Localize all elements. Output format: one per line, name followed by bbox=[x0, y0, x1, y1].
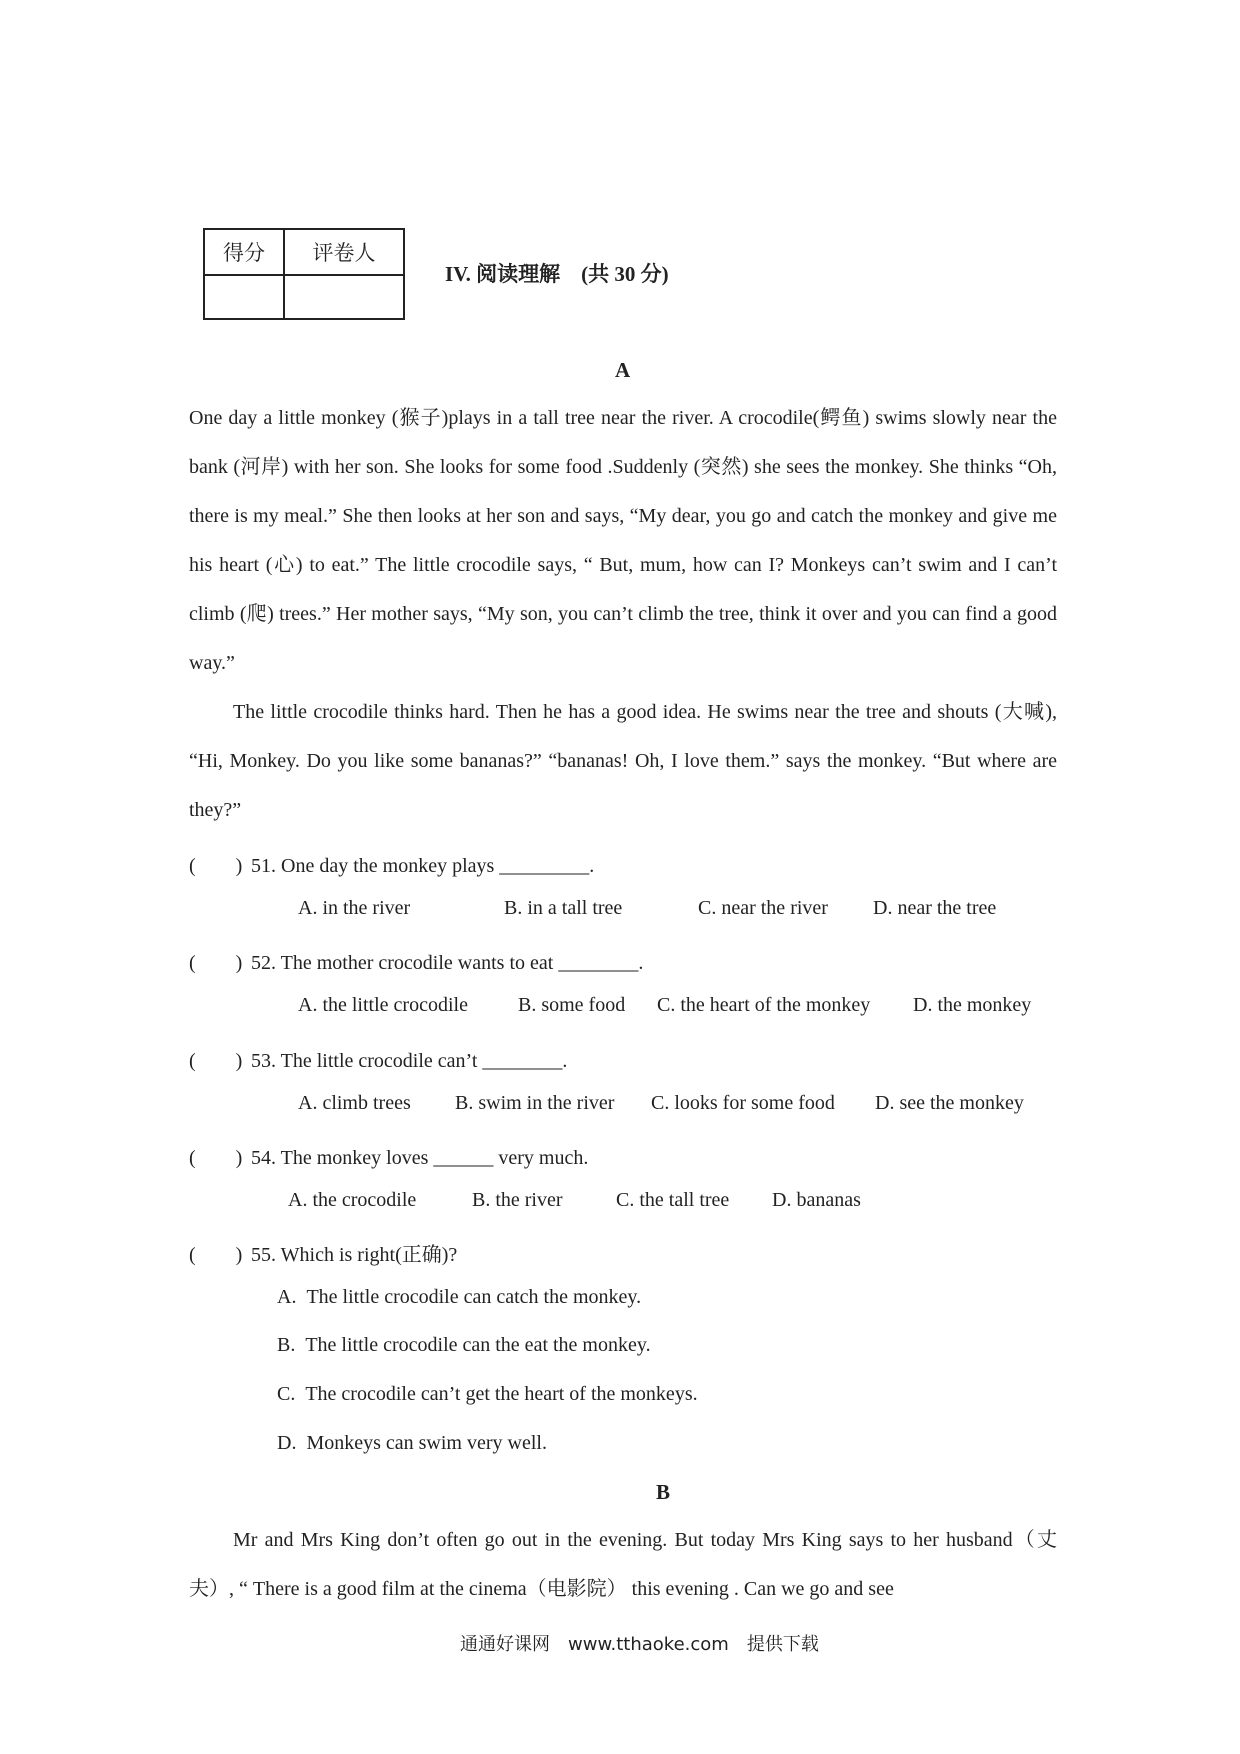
option-c[interactable]: C. the heart of the monkey bbox=[657, 994, 871, 1016]
section-title: IV. 阅读理解 (共 30 分) bbox=[445, 262, 669, 286]
options-53 bbox=[298, 1092, 1024, 1115]
passage-a bbox=[189, 394, 1057, 835]
option-d[interactable]: D. see the monkey bbox=[875, 1092, 1024, 1114]
score-header: 得分 bbox=[204, 229, 284, 275]
passage-a-label: A bbox=[615, 358, 631, 382]
option-a[interactable]: A. The little crocodile can catch the monkey. bbox=[277, 1286, 642, 1308]
answer-blank[interactable]: ( ) bbox=[189, 1244, 243, 1266]
options-51 bbox=[298, 897, 996, 920]
score-table bbox=[203, 228, 405, 320]
passage-b-paragraph-1: Mr and Mrs King don’t often go out in the evening. But today Mrs King says to her husband（丈夫）, “ There is a good film at the cinema（电影院） this evening . Can we go and see bbox=[189, 1529, 1057, 1600]
score-cell[interactable] bbox=[204, 275, 284, 319]
question-text: 55. Which is right(正确)? bbox=[251, 1244, 458, 1266]
option-a[interactable]: A. in the river bbox=[298, 897, 411, 919]
option-c[interactable]: C. looks for some food bbox=[651, 1092, 835, 1114]
question-text: 52. The mother crocodile wants to eat ________. bbox=[251, 952, 644, 974]
option-d[interactable]: D. near the tree bbox=[873, 897, 997, 919]
answer-blank[interactable]: ( ) bbox=[189, 1147, 243, 1169]
options-52 bbox=[298, 994, 1031, 1017]
question-55 bbox=[189, 1238, 457, 1267]
option-c[interactable]: C. the tall tree bbox=[616, 1189, 730, 1211]
answer-blank[interactable]: ( ) bbox=[189, 855, 243, 877]
option-d[interactable]: D. bananas bbox=[772, 1189, 861, 1211]
options-54 bbox=[288, 1189, 861, 1212]
grader-cell[interactable] bbox=[284, 275, 404, 319]
question-52 bbox=[189, 946, 643, 975]
passage-a-paragraph-1: One day a little monkey (猴子)plays in a tall tree near the river. A crocodile(鳄鱼) swims slowly near the bank (河岸) with her son. She looks for some food .Suddenly (突然) she sees the monkey. She thinks “Oh, there is my meal.” She then looks at her son and says, “My dear, you go and catch the monkey and give me his heart (心) to eat.” The little crocodile says, “ But, mum, how can I? Monkeys can’t swim and I can’t climb (爬) trees.” Her mother says, “My son, you can’t climb the tree, think it over and you can find a good way.” bbox=[189, 407, 1057, 674]
question-text: 53. The little crocodile can’t ________. bbox=[251, 1050, 568, 1072]
question-53 bbox=[189, 1044, 567, 1073]
option-d[interactable]: D. the monkey bbox=[913, 994, 1032, 1016]
question-54 bbox=[189, 1141, 588, 1170]
option-a[interactable]: A. the crocodile bbox=[288, 1189, 417, 1211]
option-a[interactable]: A. the little crocodile bbox=[298, 994, 468, 1016]
answer-blank[interactable]: ( ) bbox=[189, 952, 243, 974]
option-c[interactable]: C. near the river bbox=[698, 897, 828, 919]
passage-a-paragraph-2: The little crocodile thinks hard. Then he has a good idea. He swims near the tree and shouts (大喊), “Hi, Monkey. Do you like some bananas?” “bananas! Oh, I love them.” says the monkey. “But where are they?” bbox=[189, 701, 1057, 821]
option-b[interactable]: B. swim in the river bbox=[455, 1092, 615, 1114]
question-51 bbox=[189, 849, 594, 878]
passage-b bbox=[189, 1516, 1057, 1614]
grader-header: 评卷人 bbox=[284, 229, 404, 275]
passage-b-label: B bbox=[656, 1480, 671, 1504]
option-b[interactable]: B. The little crocodile can the eat the monkey. bbox=[277, 1334, 651, 1356]
option-a[interactable]: A. climb trees bbox=[298, 1092, 411, 1114]
option-b[interactable]: B. the river bbox=[472, 1189, 563, 1211]
question-text: 51. One day the monkey plays _________. bbox=[251, 855, 595, 877]
option-b[interactable]: B. some food bbox=[518, 994, 626, 1016]
option-b[interactable]: B. in a tall tree bbox=[504, 897, 623, 919]
option-c[interactable]: C. The crocodile can’t get the heart of the monkeys. bbox=[277, 1383, 698, 1405]
footer-watermark: 通通好课网 www.tthaoke.com 提供下载 bbox=[460, 1634, 819, 1655]
answer-blank[interactable]: ( ) bbox=[189, 1050, 243, 1072]
question-text: 54. The monkey loves ______ very much. bbox=[251, 1147, 589, 1169]
option-d[interactable]: D. Monkeys can swim very well. bbox=[277, 1432, 547, 1454]
